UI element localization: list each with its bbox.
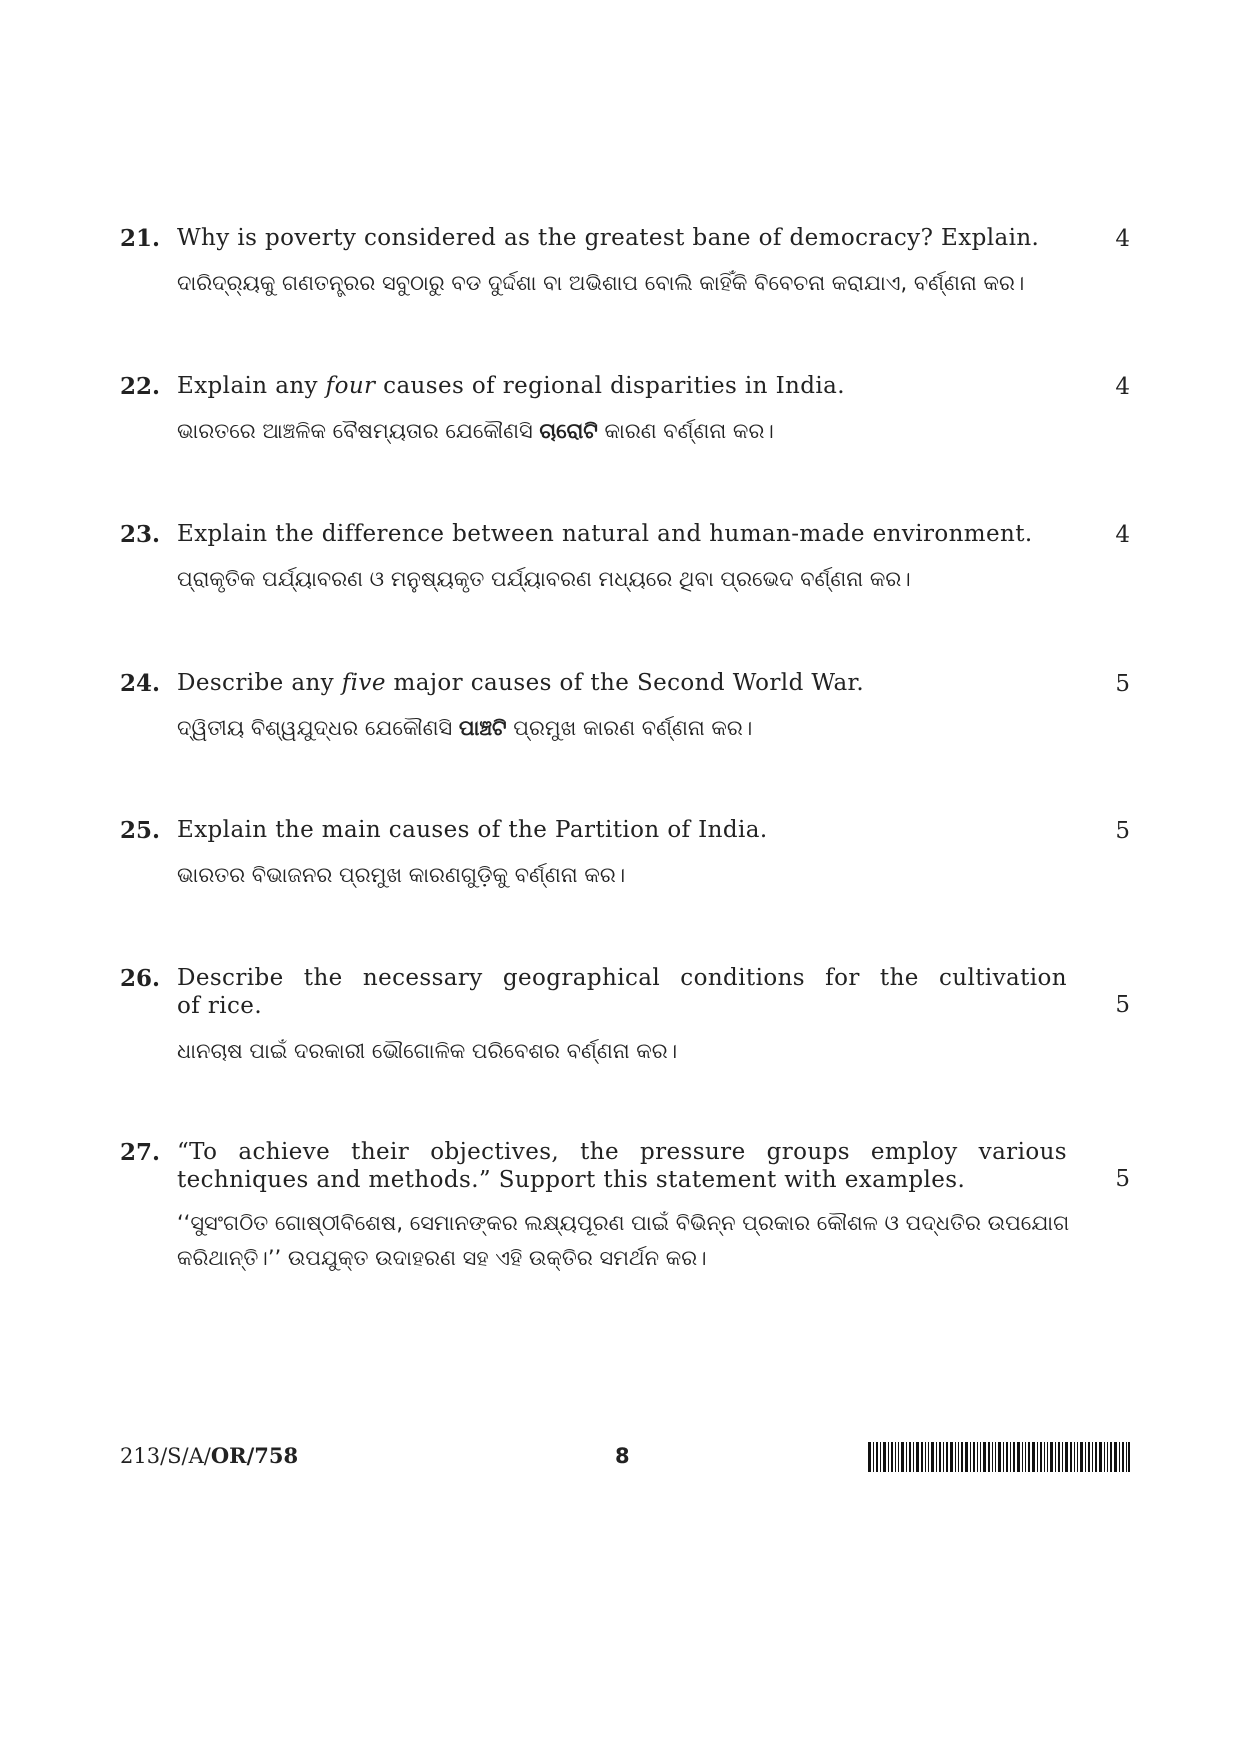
question-number: 23. (120, 521, 161, 548)
question-number: 21. (120, 225, 161, 252)
question-text-odia: ଭାରତରେ ଆଞ୍ଚଳିକ ବୈଷମ୍ୟତାର ଯେକୌଣସି ଚାରୋଟି କାରଣ ବର୍ଣ୍ଣନା କର। (177, 419, 774, 443)
question-text-english: Describe any five major causes of the Second World War. (177, 670, 865, 696)
question-text-odia: ଦାରିଦ୍ର୍ୟକୁ ଗଣତନ୍ତ୍ରର ସବୁଠାରୁ ବଡ ଦୁର୍ଦ୍ଦଶା ବା ଅଭିଶାପ ବୋଲି କାହିଁକି ବିବେଚନା କରାଯାଏ, ବର୍ଣ୍ଣନା କର। (177, 271, 1025, 295)
question-marks: 5 (1115, 671, 1130, 697)
question-number: 22. (120, 373, 161, 400)
question-text-english: “To achieve their objectives, the pressure groups employ various techniques and methods.” Support this statement with examples. (177, 1139, 1067, 1193)
question-marks: 4 (1115, 374, 1130, 400)
question-text-odia: ପ୍ରାକୃତିକ ପର୍ଯ୍ୟାବରଣ ଓ ମନୁଷ୍ୟକୃତ ପର୍ଯ୍ୟାବରଣ ମଧ୍ୟରେ ଥିବା ପ୍ରଭେଦ ବର୍ଣ୍ଣନା କର। (177, 567, 911, 591)
question-text-english: Explain the main causes of the Partition of India. (177, 817, 768, 843)
question-text-odia: ‘‘ସୁସଂଗଠିତ ଗୋଷ୍ଠୀବିଶେଷ, ସେମାନଙ୍କର ଲକ୍ଷ୍ୟପୂରଣ ପାଇଁ ବିଭିନ୍ନ ପ୍ରକାର କୌଶଳ ଓ ପଦ୍ଧତିର ଉପଯୋଗ କରିଥାନ୍ତି।’’ ଉପଯୁକ୍ତ ଉଦାହରଣ ସହ ଏହି ଉକ୍ତିର ସମର୍ଥନ କର। (177, 1211, 1070, 1270)
page-footer (120, 1440, 1130, 1480)
emphasis-word: five (341, 670, 386, 696)
emphasis-word: four (325, 373, 376, 399)
question-text-odia: ଦ୍ୱିତୀୟ ବିଶ୍ୱଯୁଦ୍ଧର ଯେକୌଣସି ପାଞ୍ଚଟି ପ୍ରମୁଖ କାରଣ ବର୍ଣ୍ଣନା କର। (177, 716, 753, 740)
question-text-odia: ଭାରତର ବିଭାଜନର ପ୍ରମୁଖ କାରଣଗୁଡ଼ିକୁ ବର୍ଣ୍ଣନା କର। (177, 863, 626, 887)
paper-code: 213/S/A/OR/758 (120, 1443, 299, 1468)
question-marks: 5 (1115, 992, 1130, 1018)
question-number: 25. (120, 817, 161, 844)
question-marks: 4 (1115, 522, 1130, 548)
question-marks: 5 (1115, 1166, 1130, 1192)
question-text-english: Why is poverty considered as the greatest bane of democracy? Explain. (177, 225, 1040, 251)
page-number: 8 (615, 1444, 630, 1468)
question-text-english: Describe the necessary geographical conditions for the cultivation of rice. (177, 965, 1067, 1019)
barcode-image (868, 1442, 1130, 1472)
emphasis-word: ପାଞ୍ଚଟି (458, 716, 507, 740)
question-marks: 5 (1115, 818, 1130, 844)
question-text-english: Explain the difference between natural and human-made environment. (177, 521, 1033, 547)
question-marks: 4 (1115, 226, 1130, 252)
emphasis-word: ଚାରୋଟି (539, 419, 598, 443)
question-text-odia: ଧାନଚାଷ ପାଇଁ ଦରକାରୀ ଭୌଗୋଳିକ ପରିବେଶର ବର୍ଣ୍ଣନା କର। (177, 1039, 678, 1063)
question-number: 27. (120, 1139, 161, 1166)
question-number: 24. (120, 670, 161, 697)
question-number: 26. (120, 965, 161, 992)
question-text-english: Explain any four causes of regional disparities in India. (177, 373, 845, 399)
